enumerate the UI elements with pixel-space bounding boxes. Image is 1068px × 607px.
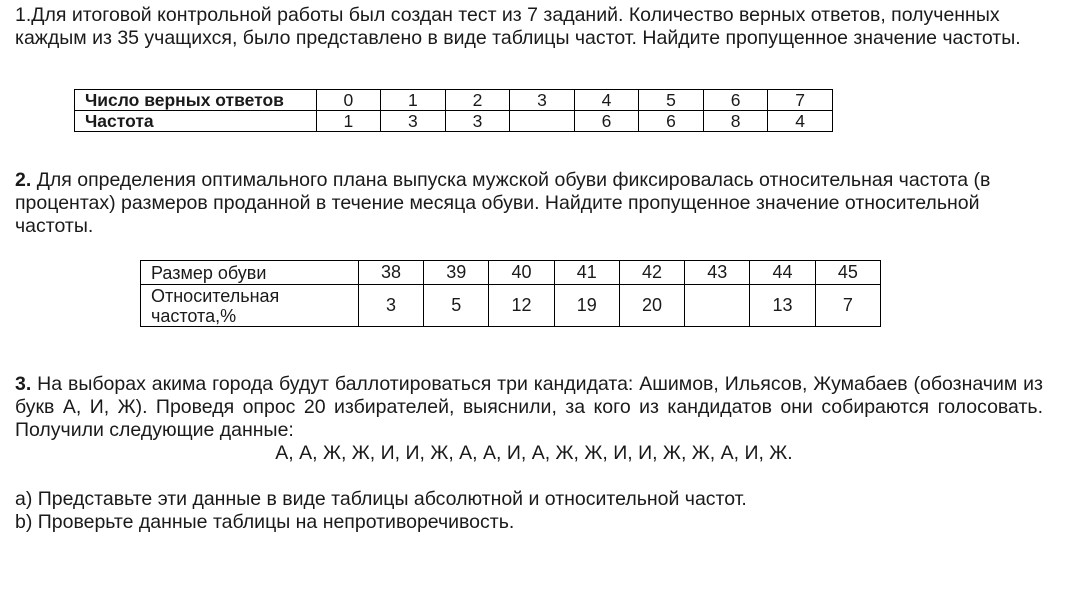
task2-number: 2. [15, 169, 32, 191]
table-cell: 3 [381, 111, 446, 132]
task3-data-line: А, А, Ж, Ж, И, И, Ж, А, А, И, А, Ж, Ж, И, И, Ж, Ж, А, И, Ж. [275, 442, 793, 464]
table-cell: 8 [703, 111, 768, 132]
task2-statement [15, 169, 1043, 238]
table-cell: 6 [574, 111, 639, 132]
table-cell: 19 [554, 285, 619, 327]
table-cell: 1 [316, 111, 381, 132]
table-row [141, 285, 881, 327]
table-cell: 2 [445, 90, 510, 111]
table-cell: 5 [424, 285, 489, 327]
table-cell: 13 [750, 285, 815, 327]
table-cell: 1 [381, 90, 446, 111]
task1-row2-label: Частота [75, 111, 317, 132]
task2-row1-label: Размер обуви [141, 261, 359, 285]
task1-row1-label: Число верных ответов [75, 90, 317, 111]
task2-row2-label-line1: Относительная [151, 285, 280, 306]
table-cell: 0 [316, 90, 381, 111]
table-cell: 5 [639, 90, 704, 111]
task3-number: 3. [15, 373, 32, 395]
table-cell: 44 [750, 261, 815, 285]
table-cell: 45 [815, 261, 880, 285]
table-cell: 20 [619, 285, 684, 327]
table-cell: 3 [358, 285, 423, 327]
table-cell: 39 [424, 261, 489, 285]
task1-number: 1. [15, 4, 32, 26]
table-row [141, 261, 881, 285]
table-cell: 42 [619, 261, 684, 285]
table-row [75, 111, 833, 132]
table-cell: 4 [768, 111, 833, 132]
table-cell: 38 [358, 261, 423, 285]
task1-statement [15, 4, 1043, 50]
task3-item-a: а) Представьте эти данные в виде таблицы абсолютной и относительной частот. [15, 488, 747, 510]
table-cell: 3 [510, 90, 575, 111]
table-cell: 12 [489, 285, 554, 327]
task3-statement [15, 373, 1043, 442]
task2-row2-label [141, 285, 359, 327]
table-cell: 41 [554, 261, 619, 285]
table-cell: 43 [685, 261, 750, 285]
table-cell: 3 [445, 111, 510, 132]
table-cell: 7 [815, 285, 880, 327]
table-cell: 4 [574, 90, 639, 111]
task2-text: Для определения оптимального плана выпуска мужской обуви фиксировалась относительная частота (в процентах) размеров проданной в течение месяца обуви. Найдите пропущенное значение относительной частоты. [15, 169, 991, 237]
task3-text: На выборах акима города будут баллотироваться три кандидата: Ашимов, Ильясов, Жумабаев (обозначим из букв А, И, Ж). Проведя опрос 20 избирателей, выяснили, за кого из кандидатов они собираются голосовать. Получили следующие данные: [15, 373, 1043, 441]
table-row [75, 90, 833, 111]
table-cell: 6 [639, 111, 704, 132]
table-cell: 6 [703, 90, 768, 111]
missing-value-cell [510, 111, 575, 132]
task3-item-b: b) Проверьте данные таблицы на непротиворечивость. [15, 511, 515, 533]
missing-value-cell [685, 285, 750, 327]
task2-row2-label-line2: частота,% [151, 305, 237, 326]
task1-text: Для итоговой контрольной работы был создан тест из 7 заданий. Количество верных ответов, полученных каждым из 35 учащихся, было представлено в виде таблицы частот. Найдите пропущенное значение частоты. [15, 4, 1021, 49]
table-cell: 40 [489, 261, 554, 285]
table-cell: 7 [768, 90, 833, 111]
task1-frequency-table [74, 89, 833, 132]
task2-relative-frequency-table [140, 260, 881, 327]
